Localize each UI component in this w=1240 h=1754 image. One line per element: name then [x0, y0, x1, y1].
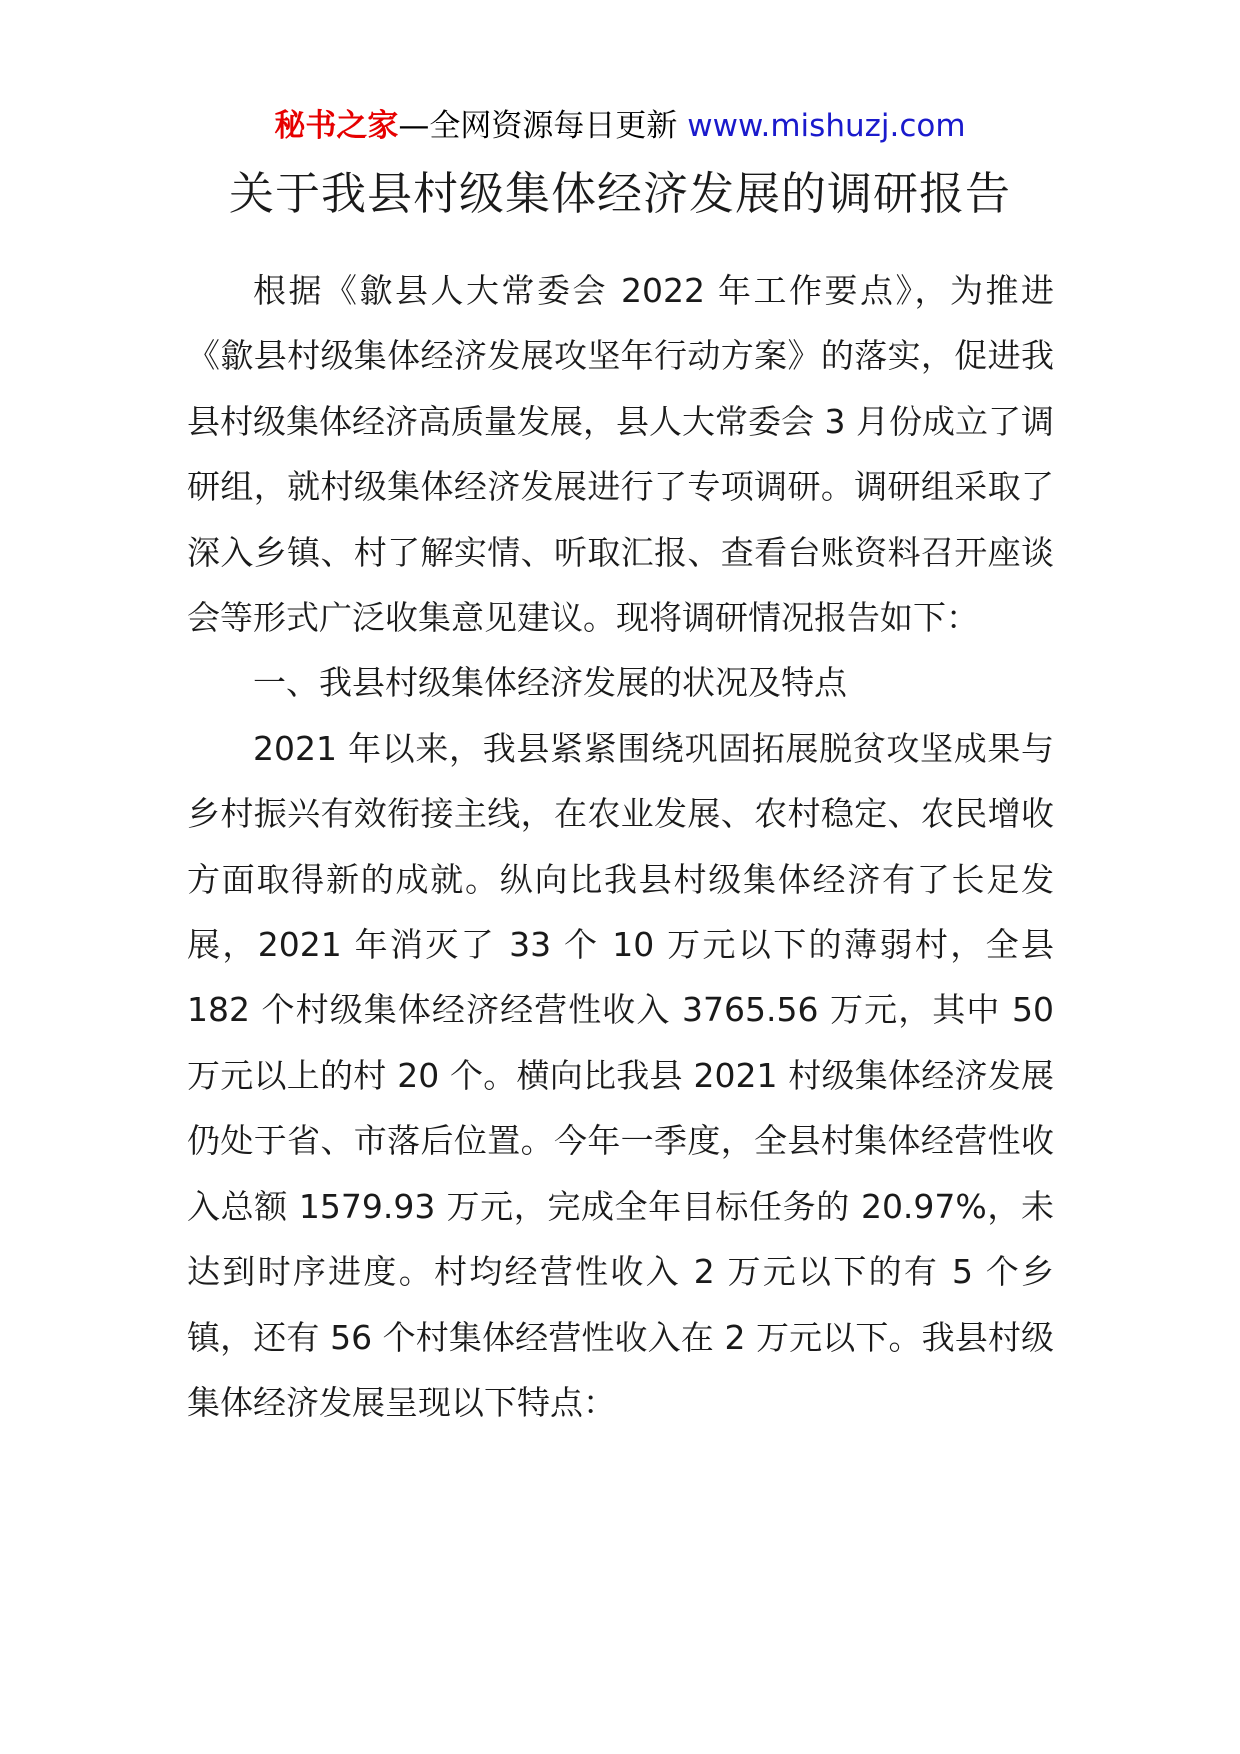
brand-name: 秘书之家	[274, 108, 399, 144]
document-body	[187, 258, 1054, 1435]
site-banner	[0, 104, 1240, 148]
site-slogan: —全网资源每日更新	[398, 108, 678, 144]
site-url-link[interactable]: www.mishuzj.com	[687, 108, 966, 144]
document-title: 关于我县村级集体经济发展的调研报告	[228, 167, 1011, 220]
paragraph-status: 2021 年以来，我县紧紧围绕巩固拓展脱贫攻坚成果与乡村振兴有效衔接主线，在农业发展、农村稳定、农民增收方面取得新的成就。纵向比我县村级集体经济有了长足发展，2021 年消灭了 33 个 10 万元以下的薄弱村，全县 182 个村级集体经济经营性收入 3765.56 万元，其中 50 万元以上的村 20 个。横向比我县 2021 村级集体经济发展仍处于省、市落后位置。今年一季度，全县村集体经营性收入总额 1579.93 万元，完成全年目标任务的 20.97%，未达到时序进度。村均经营性收入 2 万元以下的有 5 个乡镇，还有 56 个村集体经营性收入在 2 万元以下。我县村级集体经济发展呈现以下特点：	[187, 728, 1054, 1422]
paragraph-intro: 根据《歙县人大常委会 2022 年工作要点》，为推进《歙县村级集体经济发展攻坚年行动方案》的落实，促进我县村级集体经济高质量发展，县人大常委会 3 月份成立了调研组，就村级集体经济发展进行了专项调研。调研组采取了深入乡镇、村了解实情、听取汇报、查看台账资料召开座谈会等形式广泛收集意见建议。现将调研情况报告如下：	[187, 271, 1054, 638]
section-heading: 一、我县村级集体经济发展的状况及特点	[253, 663, 847, 703]
